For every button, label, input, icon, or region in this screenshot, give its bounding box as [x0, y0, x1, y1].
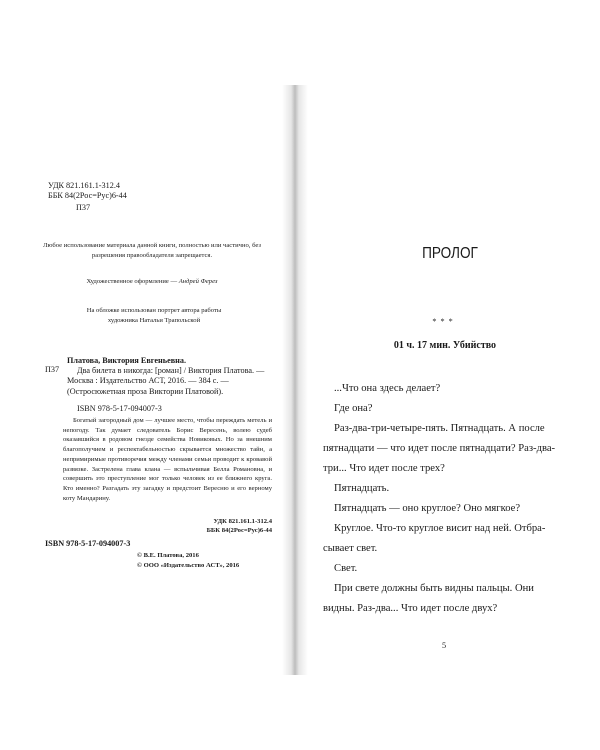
book-annotation: Богатый загородный дом — лучшее место, чтобы переждать метель и непогоду. Так думает следователь Борис Вересень, волею судеб оказавшийся в родовом гнезде семейства Новиковых. Но за внешним благополучием и респектабельностью скрывается множество тайн, а непримиримые противоречия между членами семьи проводит к кровавой развязке. Застрелена глава клана — вспыльчивая Белла Романовна, и совершить это преступление мог только человек из ее ближнего круга. Кто именно? Разгадать эту загадку и предстоит Вересню и его верному коту Мандарину.: [63, 417, 272, 502]
author-code: П37: [76, 203, 91, 212]
text-line: Раз-два-три-четыре-пять. Пятнадцать. А после: [334, 423, 545, 434]
text-line: видны. Раз-два... Что идет после двух?: [323, 603, 498, 614]
text-line: Пятнадцать — оно круглое? Оно мягкое?: [334, 503, 521, 514]
chapter-title: 01 ч. 17 мин. Убийство: [393, 340, 497, 351]
bbk-code: ББК 84(2Рос=Рус)6-44: [48, 191, 127, 200]
catalog-code: П37: [45, 365, 60, 374]
copyright-publisher: © ООО «Издательство АСТ», 2016: [137, 562, 240, 569]
text-line: ...Что она здесь делает?: [334, 383, 441, 394]
catalog-isbn: ISBN 978-5-17-094007-3: [77, 404, 162, 413]
book-gutter: [282, 85, 308, 675]
copyright-notice: Любое использование материала данной книги, полностью или частично, без разрешения правообладателя запрещается.: [43, 242, 261, 259]
udk-code: УДК 821.161.1-312.4: [48, 181, 120, 190]
copyright-author: © В.Е. Платова, 2016: [137, 552, 199, 559]
text-line: пятнадцати — что идет после пятнадцати? Раз-два-: [323, 443, 556, 454]
bottom-bbk: ББК 84(2Рос=Рус)6-44: [206, 527, 272, 534]
design-credit-label: Художественное оформление —: [86, 278, 179, 285]
design-credit: [40, 277, 264, 287]
catalog-author: Платова, Виктория Евгеньевна.: [67, 356, 186, 365]
text-line: Пятнадцать.: [334, 483, 390, 494]
design-credit-artist: Андрей Ферез: [178, 278, 218, 285]
catalog-description: Два билета в никогда: [роман] / Виктория Платова. — Москва : Издательство АСТ, 2016. — 384 с. — (Остросюжетная проза Виктории Платовой).: [67, 366, 265, 396]
text-line: Круглое. Что-то круглое висит над ней. Отбра-: [334, 523, 546, 534]
text-line: Где она?: [334, 403, 373, 414]
prologue-heading: ПРОЛОГ: [422, 245, 478, 262]
bottom-udk: УДК 821.161.1-312.4: [213, 518, 272, 525]
bottom-isbn: ISBN 978-5-17-094007-3: [45, 539, 131, 548]
text-line: сывает свет.: [323, 543, 378, 554]
page-number: 5: [442, 641, 447, 650]
text-line: При свете должны быть видны пальцы. Они: [334, 583, 534, 594]
section-separator: * * *: [432, 317, 454, 326]
cover-note: На обложке использован портрет автора работы художника Натальи Трапольской: [86, 307, 222, 324]
text-line: три... Что идет после трех?: [323, 463, 445, 474]
text-line: Свет.: [334, 563, 358, 574]
